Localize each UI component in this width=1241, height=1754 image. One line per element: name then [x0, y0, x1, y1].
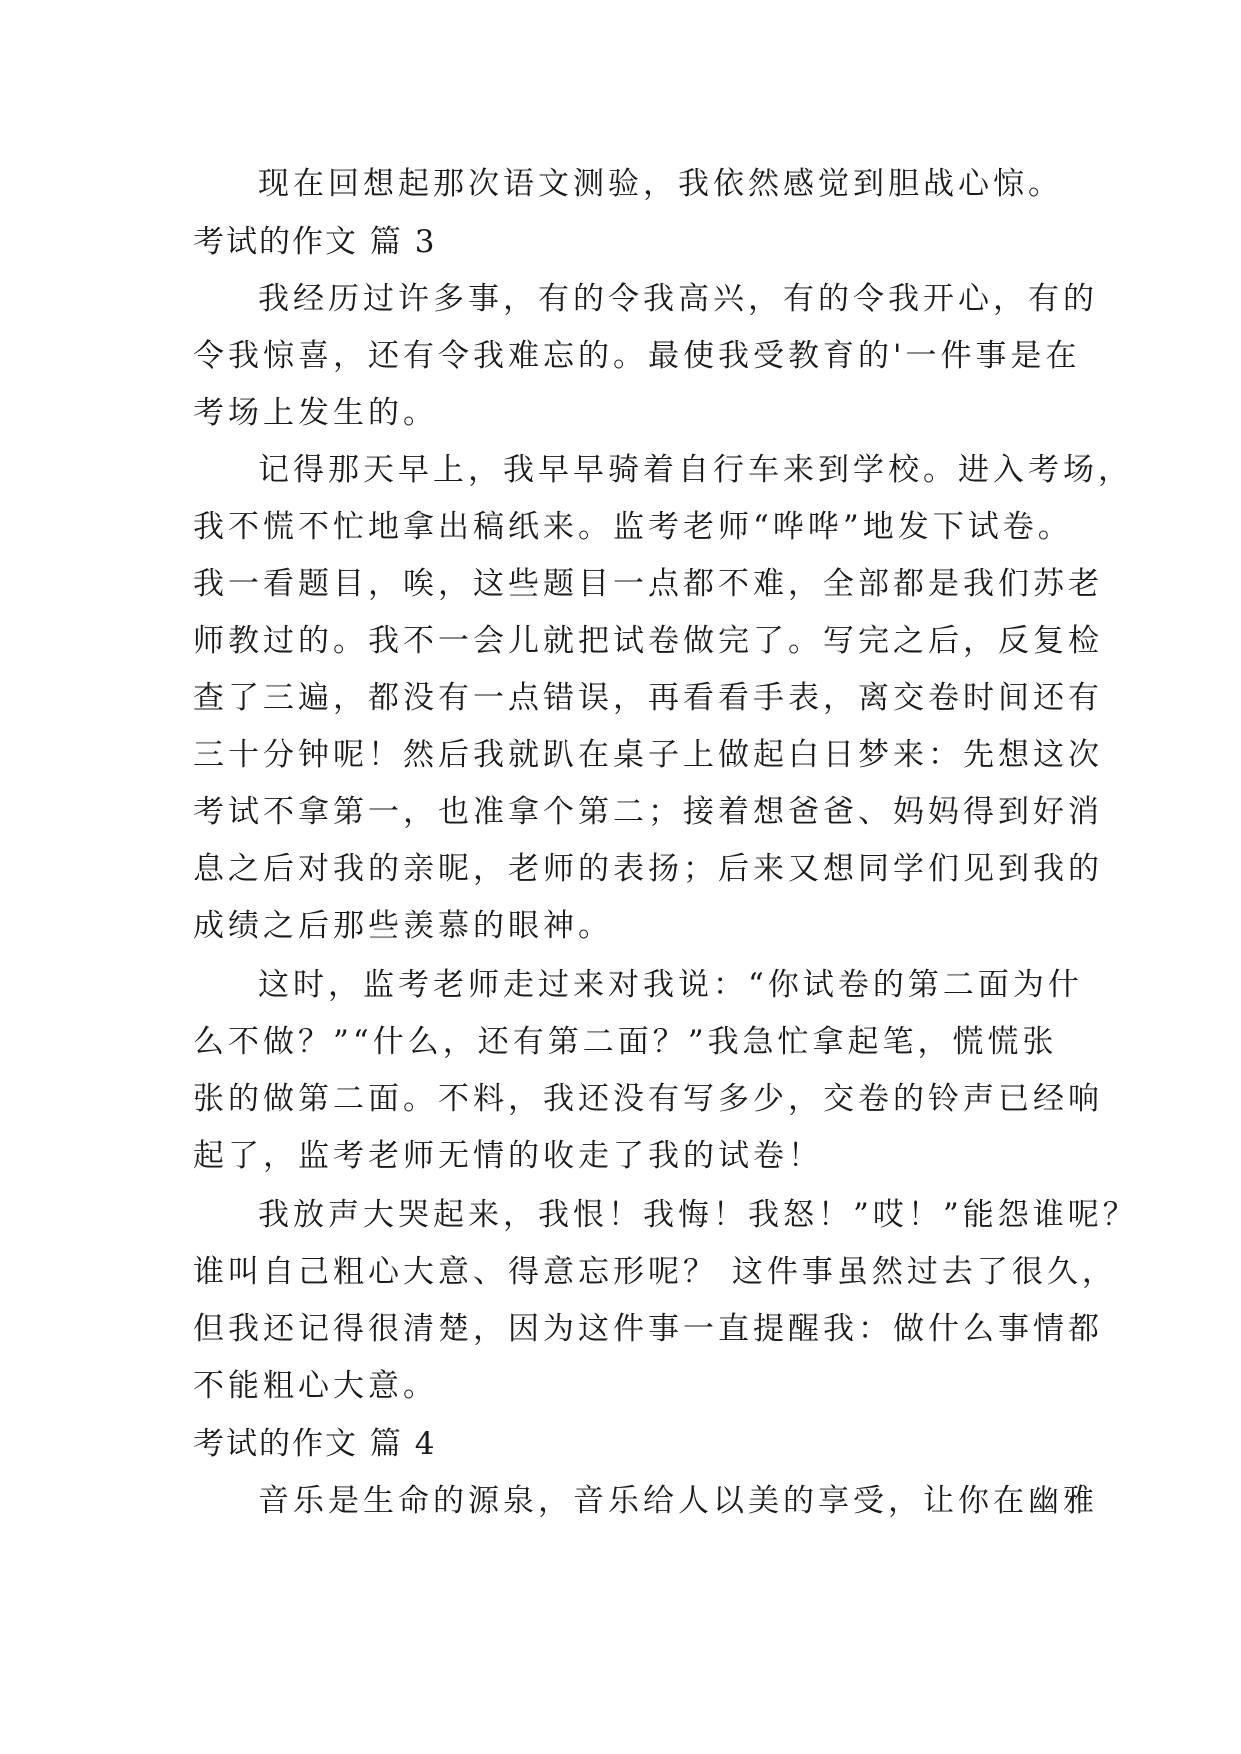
- paragraph-line: 我经历过许多事，有的令我高兴，有的令我开心，有的: [258, 281, 1098, 317]
- paragraph-line: 起了，监考老师无情的收走了我的试卷！: [193, 1138, 823, 1174]
- section-heading: 考试的作文 篇 3: [193, 224, 437, 260]
- paragraph-line: 息之后对我的亲昵，老师的表扬；后来又想同学们见到我的: [193, 851, 1103, 887]
- paragraph-line: 师教过的。我不一会儿就把试卷做完了。写完之后，反复检: [193, 623, 1103, 659]
- paragraph-line: 三十分钟呢！然后我就趴在桌子上做起白日梦来：先想这次: [193, 737, 1103, 773]
- paragraph-line: 我放声大哭起来，我恨！我悔！我怒！”哎！”能怨谁呢？: [258, 1197, 1138, 1233]
- paragraph-line: 么不做？”“什么，还有第二面？”我急忙拿起笔，慌慌张: [193, 1024, 1058, 1060]
- paragraph-line: 考场上发生的。: [193, 395, 438, 431]
- paragraph-line: 但我还记得很清楚，因为这件事一直提醒我：做什么事情都: [193, 1311, 1103, 1347]
- paragraph-line: 查了三遍，都没有一点错误，再看看手表，离交卷时间还有: [193, 680, 1103, 716]
- paragraph-line: 张的做第二面。不料，我还没有写多少，交卷的铃声已经响: [193, 1081, 1103, 1117]
- paragraph-line: 考试不拿第一，也准拿个第二；接着想爸爸、妈妈得到好消: [193, 794, 1103, 830]
- paragraph-line: 成绩之后那些羡慕的眼神。: [193, 908, 613, 944]
- paragraph-line: 我一看题目，唉，这些题目一点都不难，全部都是我们苏老: [193, 566, 1103, 602]
- paragraph-line: 现在回想起那次语文测验，我依然感觉到胆战心惊。: [258, 166, 1063, 202]
- paragraph-line: 记得那天早上，我早早骑着自行车来到学校。进入考场，: [258, 452, 1133, 488]
- section-heading: 考试的作文 篇 4: [193, 1426, 437, 1462]
- paragraph-line: 谁叫自己粗心大意、得意忘形呢？ 这件事虽然过去了很久，: [193, 1254, 1117, 1290]
- paragraph-line: 令我惊喜，还有令我难忘的。最使我受教育的'一件事是在: [193, 338, 1081, 374]
- paragraph-line: 我不慌不忙地拿出稿纸来。监考老师“哗哗”地发下试卷。: [193, 509, 1073, 545]
- paragraph-line: 音乐是生命的源泉，音乐给人以美的享受，让你在幽雅: [258, 1483, 1098, 1519]
- paragraph-line: 这时，监考老师走过来对我说：“你试卷的第二面为什: [258, 967, 1083, 1003]
- paragraph-line: 不能粗心大意。: [193, 1368, 438, 1404]
